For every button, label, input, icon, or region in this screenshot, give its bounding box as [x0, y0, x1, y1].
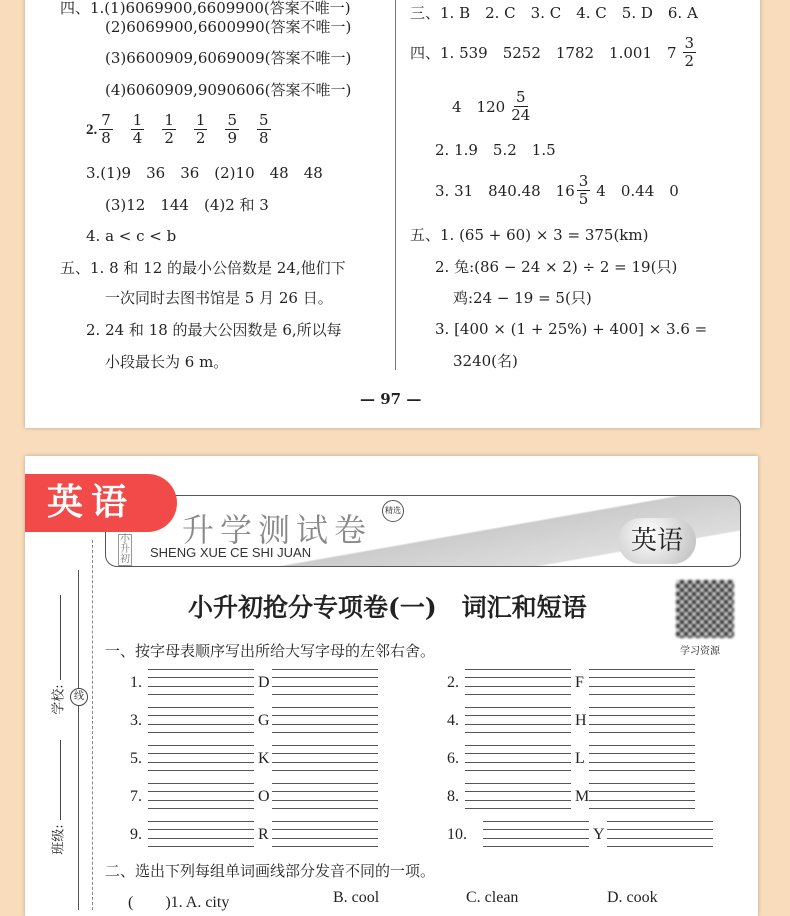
answer-wu3b: 3240(名): [453, 352, 518, 370]
answer-si3: [435, 173, 679, 208]
line-mark: 线: [70, 688, 88, 706]
answer-wu1: 五、1. (65 + 60) × 3 = 375(km): [410, 226, 649, 244]
item-number: 10.: [447, 826, 467, 843]
answer-writing-lines[interactable]: [148, 745, 254, 771]
school-label: 学校:: [51, 684, 67, 715]
answer-writing-lines[interactable]: [148, 707, 254, 733]
fraction: $\frac{3}{5}$: [578, 172, 589, 208]
given-letter: Y: [593, 826, 605, 843]
answer-san: 三、1. B 2. C 3. C 4. C 5. D 6. A: [410, 4, 698, 22]
given-letter: H: [575, 712, 587, 729]
answer-line: 4. a < c < b: [86, 227, 177, 245]
section1-heading: 一、按字母表顺序写出所给大写字母的左邻右舍。: [105, 642, 436, 660]
fraction: $\frac{1}{4}$: [132, 111, 143, 147]
answer-writing-lines[interactable]: [465, 707, 571, 733]
subject-tab: 英语: [25, 474, 177, 532]
item-number: 9.: [130, 826, 142, 843]
q2-label: 2.: [86, 121, 98, 138]
answer-line: (2)6069900,6600990(答案不唯一): [105, 18, 352, 36]
fraction: $\frac{5}{9}$: [227, 111, 237, 147]
answer-wu2b: 鸡:24 − 19 = 5(只): [453, 289, 592, 307]
answer-writing-lines[interactable]: [272, 669, 378, 695]
school-field-line: [60, 595, 61, 680]
banner-side: 小升初: [120, 534, 130, 565]
answer-writing-lines[interactable]: [589, 707, 695, 733]
answer-writing-lines[interactable]: [589, 745, 695, 771]
answer-writing-lines[interactable]: [465, 783, 571, 809]
answer-line: 五、1. 8 和 12 的最小公倍数是 24,他们下: [60, 259, 346, 277]
given-letter: G: [258, 712, 270, 729]
answer-line: 一次同时去图书馆是 5 月 26 日。: [105, 289, 333, 307]
item-number: 4.: [447, 712, 459, 729]
answer-line: (4)6060909,9090606(答案不唯一): [105, 81, 352, 99]
answer-line: (3)6600909,6069009(答案不唯一): [105, 49, 352, 67]
answer-line: 3.(1)9 36 36 (2)10 48 48: [86, 164, 323, 182]
answer-writing-lines[interactable]: [465, 745, 571, 771]
class-label: 班级:: [51, 824, 67, 855]
si1-text: 四、1. 539 5252 1782 1.001 7: [410, 43, 677, 62]
item-number: 1.: [130, 674, 142, 691]
given-letter: L: [575, 750, 585, 767]
given-letter: F: [575, 674, 584, 691]
margin-dashed-line: [92, 540, 93, 910]
answer-writing-lines[interactable]: [148, 821, 254, 847]
answer-line: 小段最长为 6 m。: [105, 353, 229, 371]
margin-solid-line: [78, 570, 79, 910]
answer-writing-lines[interactable]: [148, 783, 254, 809]
item-number: 5.: [130, 750, 142, 767]
column-divider: [395, 0, 396, 370]
answer-wu3a: 3. [400 × (1 + 25%) + 400] × 3.6 =: [435, 320, 708, 338]
answer-line: (3)12 144 (4)2 和 3: [105, 196, 269, 214]
item-number: 7.: [130, 788, 142, 805]
fraction: $\frac{1}{2}$: [164, 111, 174, 147]
answer-writing-lines[interactable]: [272, 707, 378, 733]
page-title: 小升初抢分专项卷(一) 词汇和短语: [188, 593, 587, 622]
given-letter: M: [575, 788, 590, 805]
banner-pinyin: SHENG XUE CE SHI JUAN: [150, 545, 312, 560]
section2-heading: 二、选出下列每组单词画线部分发音不同的一项。: [105, 862, 436, 880]
fraction: $\frac{3}{2}$: [684, 34, 695, 70]
banner-subject-badge: 英语: [618, 518, 696, 564]
qr-caption: 学习资源: [680, 646, 720, 657]
q1-option-d[interactable]: D. cook: [607, 889, 658, 906]
answer-line: 2. 24 和 18 的最大公因数是 6,所以每: [86, 321, 342, 339]
answer-writing-lines[interactable]: [272, 821, 378, 847]
fraction: $\frac{5}{24}$: [511, 88, 531, 124]
answer-writing-lines[interactable]: [272, 783, 378, 809]
answer-writing-lines[interactable]: [589, 669, 695, 695]
qr-code: [676, 580, 734, 638]
answer-writing-lines[interactable]: [607, 821, 713, 847]
given-letter: D: [258, 674, 270, 691]
answer-line: 四、1.(1)6069900,6609900(答案不唯一): [60, 0, 351, 17]
fraction: $\frac{1}{2}$: [195, 111, 206, 147]
si1b-text: 4 120: [452, 97, 506, 116]
si3-text: 3. 31 840.48 16: [435, 181, 575, 200]
si3b-text: 4 0.44 0: [596, 181, 679, 200]
answer-q2: [86, 112, 280, 147]
answer-writing-lines[interactable]: [589, 783, 695, 809]
answer-writing-lines[interactable]: [148, 669, 254, 695]
item-number: 6.: [447, 750, 459, 767]
answer-si1b: [452, 89, 536, 124]
q1-option-b[interactable]: B. cool: [333, 889, 380, 906]
item-number: 8.: [447, 788, 459, 805]
answer-writing-lines[interactable]: [272, 745, 378, 771]
given-letter: K: [258, 750, 270, 767]
banner-badge: 精选: [382, 500, 404, 522]
banner-title: 升学测试卷: [182, 511, 373, 549]
fraction: $\frac{7}{8}$: [101, 111, 111, 147]
answer-wu2a: 2. 兔:(86 − 24 × 2) ÷ 2 = 19(只): [435, 258, 678, 276]
answer-si1: [410, 35, 702, 70]
q1-stem: ( )1. A. city: [128, 894, 230, 911]
item-number: 2.: [447, 674, 459, 691]
answer-writing-lines[interactable]: [483, 821, 589, 847]
q2-fractions: [97, 112, 279, 147]
given-letter: R: [258, 826, 269, 843]
fraction: $\frac{5}{8}$: [258, 111, 269, 147]
item-number: 3.: [130, 712, 142, 729]
answer-writing-lines[interactable]: [465, 669, 571, 695]
answer-si2: 2. 1.9 5.2 1.5: [435, 141, 556, 159]
class-field-line: [60, 740, 61, 820]
given-letter: O: [258, 788, 270, 805]
page-number: — 97 —: [360, 390, 422, 408]
q1-option-c[interactable]: C. clean: [466, 889, 519, 906]
